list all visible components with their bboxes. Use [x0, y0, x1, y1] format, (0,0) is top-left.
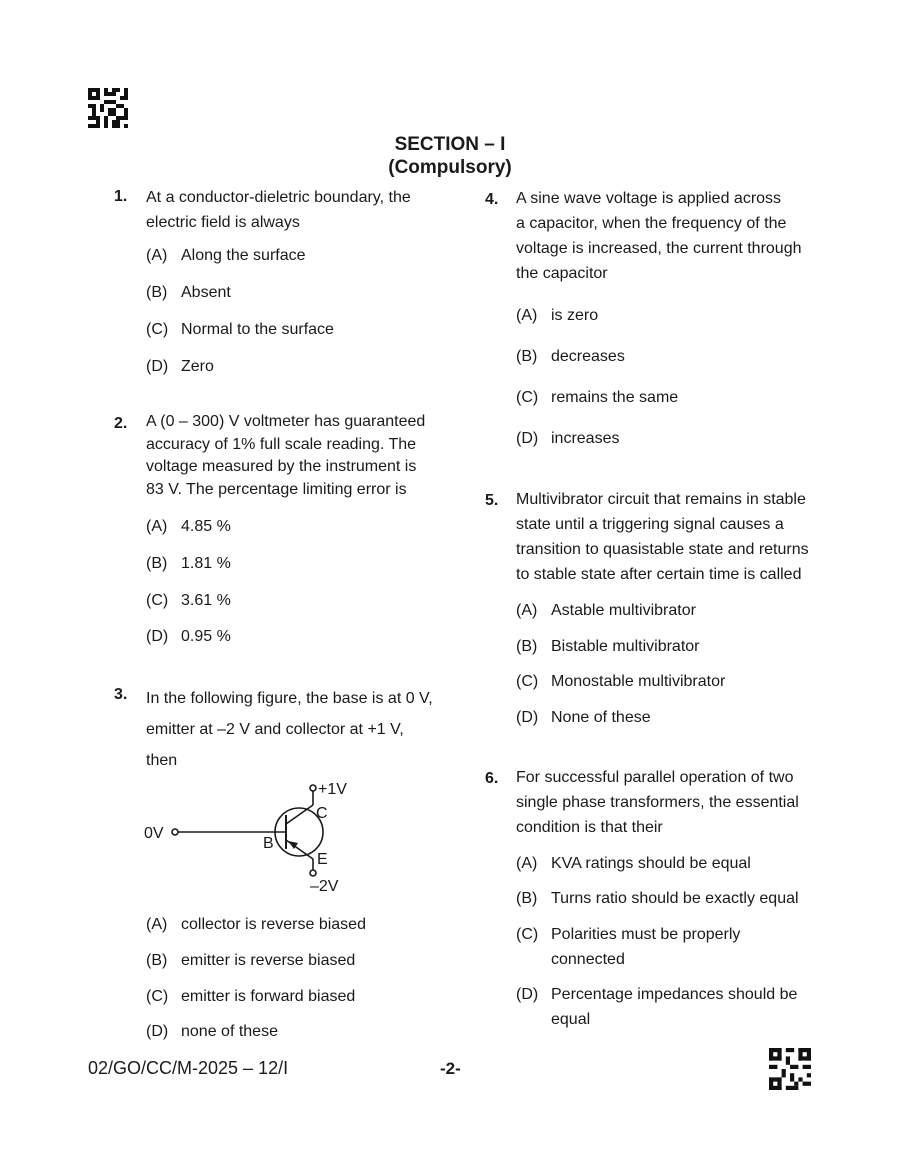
stem-line: a capacitor, when the frequency of the [516, 215, 787, 232]
stem-line: At a conductor-dieletric boundary, the [146, 189, 411, 206]
stem-line: 83 V. The percentage limiting error is [146, 480, 407, 498]
question-stem [146, 411, 456, 501]
question-stem [516, 487, 836, 587]
question-number: 2. [114, 415, 128, 432]
stem-line: then [146, 752, 178, 769]
label-base: B [263, 835, 274, 852]
stem-line: voltage measured by the instrument is [146, 458, 417, 475]
qr-code-bottom [769, 1048, 811, 1090]
stem-line: A (0 – 300) V voltmeter has guaranteed [146, 413, 426, 430]
question-stem [146, 683, 446, 776]
stem-line: electric field is always [146, 214, 300, 231]
stem-line: transition to quasistable state and returns [516, 541, 809, 558]
stem-line: voltage is increased, the current through [516, 240, 802, 257]
question-number: 5. [485, 492, 499, 509]
page-number: -2- [440, 1059, 461, 1078]
label-emitter: E [317, 851, 328, 868]
qr-code-top [88, 88, 128, 128]
question-stem [516, 186, 836, 286]
section-subtitle: (Compulsory) [388, 157, 512, 178]
stem-line: state until a triggering signal causes a [516, 516, 784, 533]
stem-line: For successful parallel operation of two [516, 769, 794, 786]
stem-line: In the following figure, the base is at 0 V, [146, 690, 433, 707]
stem-line: Multivibrator circuit that remains in stable [516, 491, 806, 508]
stem-line: to stable state after certain time is called [516, 566, 802, 583]
question-stem [516, 765, 836, 840]
stem-line: condition is that their [516, 819, 663, 836]
stem-line: A sine wave voltage is applied across [516, 190, 782, 207]
stem-line: emitter at –2 V and collector at +1 V, [146, 721, 404, 738]
question-number: 3. [114, 686, 128, 703]
section-title: SECTION – I [394, 134, 506, 155]
question-stem [146, 185, 446, 235]
label-emitter-voltage: –2V [310, 878, 339, 895]
label-collector-voltage: +1V [318, 781, 347, 798]
paper-code: 02/GO/CC/M-2025 – 12/I [88, 1058, 289, 1078]
stem-line: the capacitor [516, 265, 608, 282]
collector-terminal [310, 785, 316, 791]
question-number: 1. [114, 188, 128, 205]
stem-line: single phase transformers, the essential [516, 794, 799, 811]
emitter-terminal [310, 870, 316, 876]
stem-line: accuracy of 1% full scale reading. The [146, 435, 417, 453]
label-collector: C [316, 805, 328, 822]
label-input-voltage: 0V [144, 825, 164, 842]
question-number: 6. [485, 770, 499, 787]
question-number: 4. [485, 191, 499, 208]
input-terminal [172, 829, 178, 835]
transistor-circuit-figure [140, 775, 370, 900]
